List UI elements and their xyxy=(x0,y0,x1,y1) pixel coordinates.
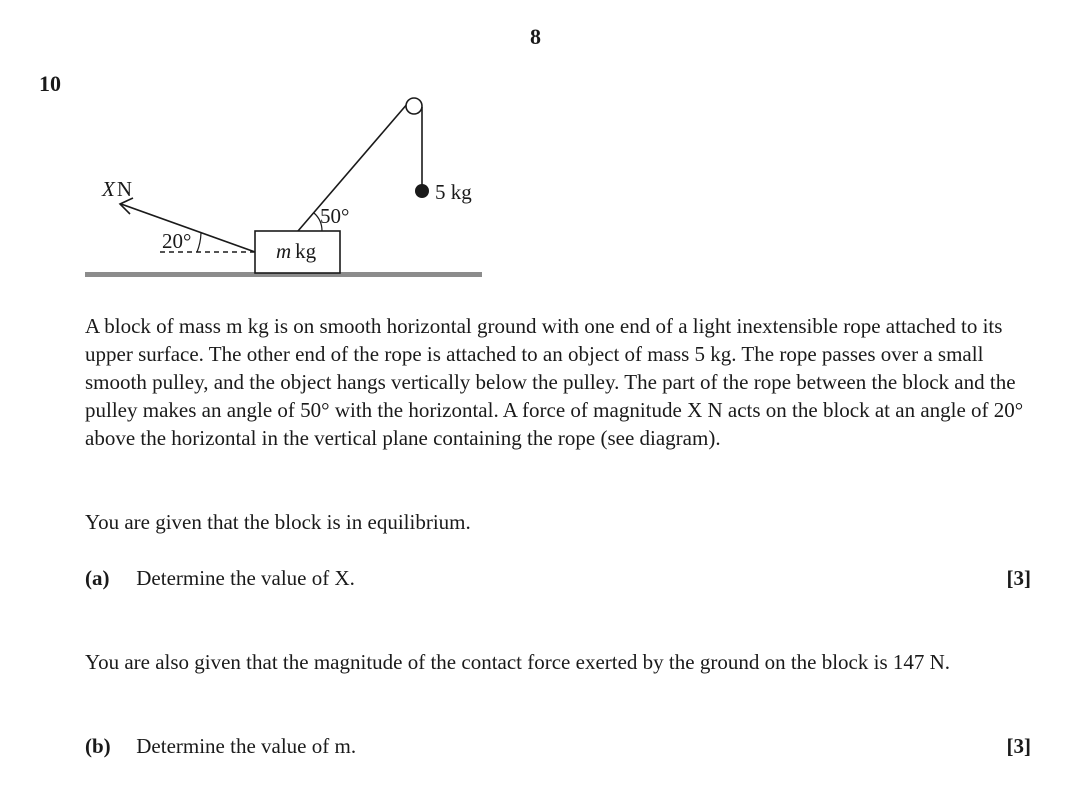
angle-label-20: 20° xyxy=(162,229,192,253)
rope-incline xyxy=(298,103,408,231)
hanging-mass-label: 5 kg xyxy=(435,180,472,204)
question-number: 10 xyxy=(39,71,61,96)
part-a-label: (a) xyxy=(85,566,110,590)
part-a xyxy=(85,564,1031,592)
given-contact-force: You are also given that the magnitude of the contact force exerted by the ground on the block is 147 N. xyxy=(85,650,951,674)
block-label: m kg xyxy=(276,239,317,263)
part-b-text: Determine the value of m. xyxy=(136,734,357,758)
angle-label-50: 50° xyxy=(320,204,350,228)
force-diagram xyxy=(0,0,1091,300)
part-a-marks: [3] xyxy=(1006,566,1031,590)
hanging-mass xyxy=(415,184,429,198)
part-a-text: Determine the value of X. xyxy=(136,566,355,590)
part-b-marks: [3] xyxy=(1006,734,1031,758)
question-intro: A block of mass m kg is on smooth horizontal ground with one end of a light inextensible rope attached to its upper surface. The other end of the rope is attached to an object of mass 5 kg. The rope passes over a small smooth pulley, and the object hangs vertically below the pulley. The part of the rope between the block and the pulley makes an angle of 50° with the horizontal. A force of magnitude X N acts on the block at an angle of 20° above the horizontal in the vertical plane containing the rope (see diagram). xyxy=(85,314,1024,450)
force-label: XN xyxy=(102,177,132,201)
part-b-label: (b) xyxy=(85,734,111,758)
angle-arc-20 xyxy=(197,233,201,252)
given-equilibrium: You are given that the block is in equilibrium. xyxy=(85,510,471,534)
page-number: 8 xyxy=(530,24,541,49)
pulley xyxy=(406,98,422,114)
part-b xyxy=(85,732,1031,760)
